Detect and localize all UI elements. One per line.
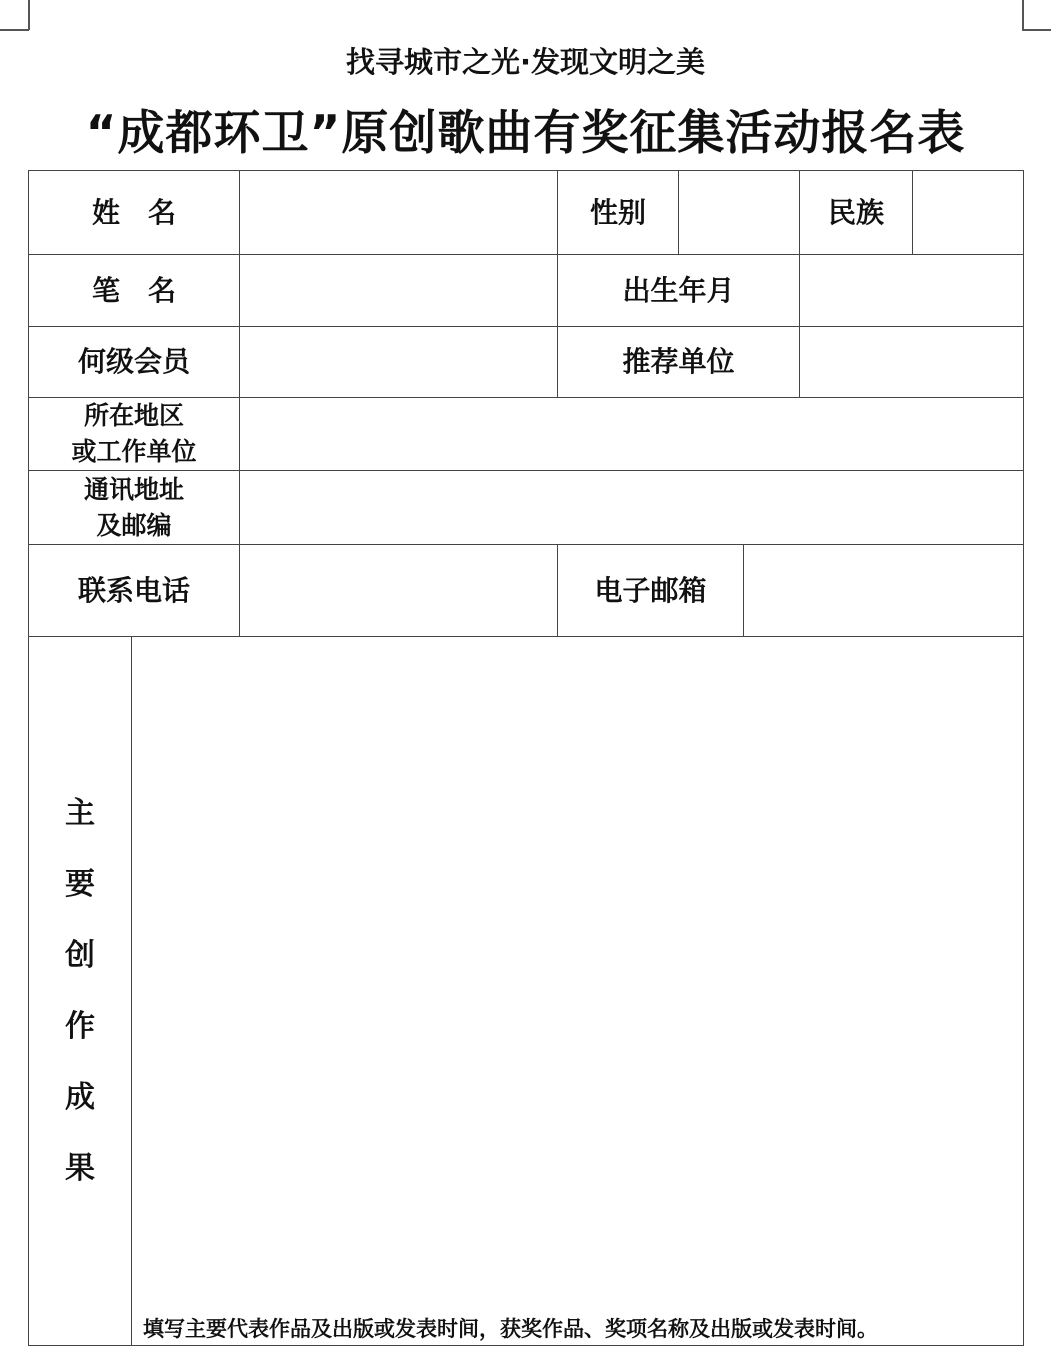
- achievements-char: 创: [65, 938, 95, 973]
- achievements-char: 成: [65, 1080, 95, 1115]
- region-field[interactable]: [239, 397, 1024, 471]
- achievements-char: 主: [65, 796, 95, 831]
- address-label-line2: 及邮编: [96, 510, 172, 540]
- address-field[interactable]: [239, 470, 1024, 545]
- gender-label: 性别: [557, 170, 679, 255]
- region-label-line2: 或工作单位: [71, 437, 197, 466]
- achievements-char: 果: [65, 1151, 95, 1186]
- crop-mark-top-right: [1022, 0, 1024, 30]
- name-field[interactable]: [239, 170, 558, 255]
- phone-field[interactable]: [239, 544, 558, 637]
- email-field[interactable]: [743, 544, 1024, 637]
- email-label: 电子邮箱: [557, 544, 744, 637]
- achievements-char: 要: [65, 867, 95, 902]
- birth-field[interactable]: [799, 254, 1024, 327]
- crop-mark-top-right-h: [1022, 29, 1051, 31]
- crop-mark-top-left: [28, 0, 30, 30]
- crop-mark-top-left-h: [0, 29, 29, 31]
- achievements-char: 作: [65, 1009, 95, 1044]
- achievements-label: [28, 636, 132, 1346]
- phone-label: 联系电话: [28, 544, 240, 637]
- region-label: [28, 397, 240, 471]
- achievements-field[interactable]: [131, 636, 1024, 1346]
- region-label-line1: 所在地区: [83, 401, 184, 430]
- page-subtitle: 找寻城市之光·发现文明之美: [345, 45, 706, 79]
- ethnicity-label: 民族: [799, 170, 913, 255]
- ethnicity-field[interactable]: [912, 170, 1024, 255]
- recommender-label: 推荐单位: [557, 326, 800, 398]
- name-label: 姓 名: [28, 170, 240, 255]
- gender-field[interactable]: [678, 170, 800, 255]
- recommender-field[interactable]: [799, 326, 1024, 398]
- achievements-note: 填写主要代表作品及出版或发表时间，获奖作品、奖项名称及出版或发表时间。: [143, 1317, 878, 1341]
- member-label: 何级会员: [28, 326, 240, 398]
- address-label: [28, 470, 240, 545]
- member-field[interactable]: [239, 326, 558, 398]
- birth-label: 出生年月: [557, 254, 800, 327]
- pen-name-field[interactable]: [239, 254, 558, 327]
- address-label-line1: 通讯地址: [83, 474, 184, 504]
- page-title: “成都环卫”原创歌曲有奖征集活动报名表: [85, 106, 966, 161]
- pen-name-label: 笔 名: [28, 254, 240, 327]
